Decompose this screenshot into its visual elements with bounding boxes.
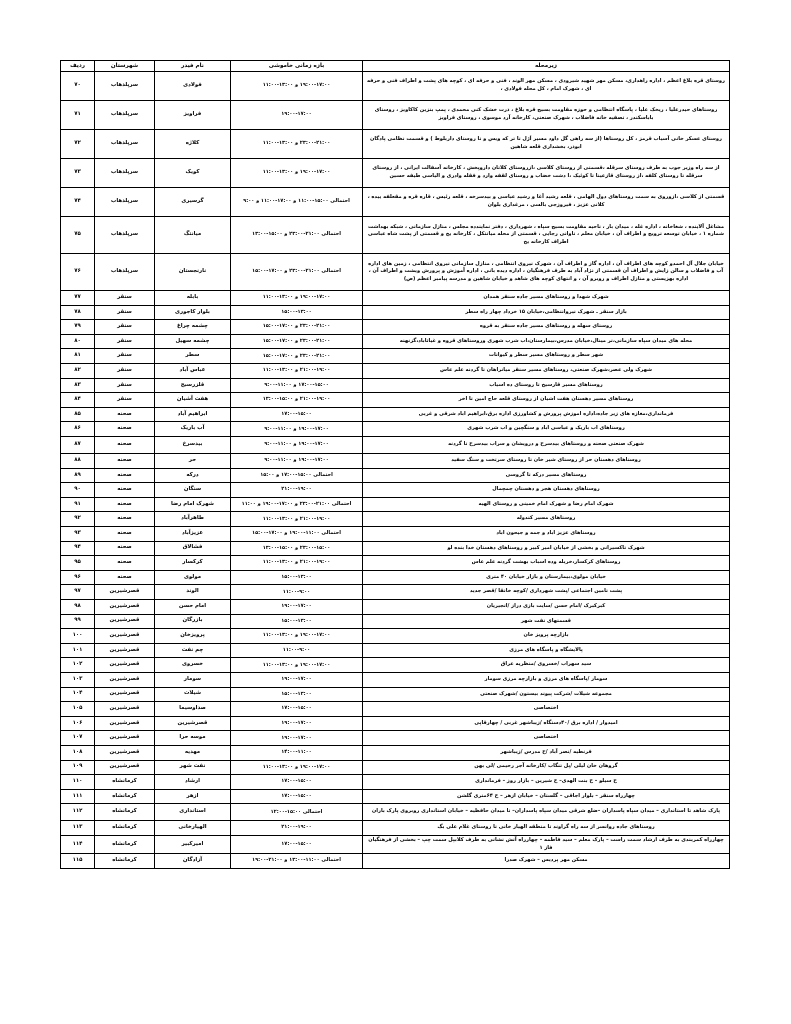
table-row — [61, 789, 730, 804]
cell-zirmahalle: مجموعه شیلات /شرکت پیوند بیستون /شهرک صنعتی — [363, 687, 730, 702]
cell-shahrestan: صحنه — [95, 512, 155, 527]
table-row — [61, 854, 730, 869]
cell-shahrestan: صحنه — [95, 454, 155, 469]
cell-feeder: خسروی — [155, 658, 231, 673]
cell-zirmahalle: خ سیلو – خ بنت الهدی– خ شیرین – بازار روز – فرمانداری — [363, 775, 730, 790]
table-row — [61, 454, 730, 469]
table-row — [61, 585, 730, 600]
cell-radif: ۱۰۵ — [61, 702, 95, 717]
cell-zirmahalle: شهرک صنعتی صحنه و روستاهای بیدسرخ و درویشان و سراب بیدسرخ تا گردنه — [363, 437, 730, 454]
table-row — [61, 468, 730, 483]
cell-shahrestan: قصرشیرین — [95, 731, 155, 746]
cell-time: احتمالی ۱۵:۰۰-۱۷:۰۰ و ۱۵:۰۰ — [231, 468, 363, 483]
cell-radif: ۸۹ — [61, 468, 95, 483]
table-row — [61, 305, 730, 320]
cell-feeder: قصرشیرین — [155, 716, 231, 731]
cell-zirmahalle: گروهان خان لیلی /پل تنگاب /کارخانه آجر رحیمی /لی بهن — [363, 760, 730, 775]
cell-feeder: درکه — [155, 468, 231, 483]
cell-zirmahalle: روستاهای مسیر دهستان هفت اشیان از روستای قلعه حاج امین تا اخر — [363, 393, 730, 408]
table-row — [61, 291, 730, 306]
cell-radif: ۸۱ — [61, 349, 95, 364]
cell-feeder: سومار — [155, 672, 231, 687]
cell-zirmahalle: شهر سطر و روستاهای مسیر سطر و کیوانات — [363, 349, 730, 364]
table-row — [61, 437, 730, 454]
cell-shahrestan: قصرشیرین — [95, 599, 155, 614]
cell-feeder: استانداری — [155, 804, 231, 821]
cell-shahrestan: قصرشیرین — [95, 716, 155, 731]
cell-radif: ۷۴ — [61, 188, 95, 217]
cell-radif: ۹۶ — [61, 570, 95, 585]
cell-feeder: فراویز — [155, 101, 231, 130]
cell-time: ۱۹:۰۰-۱۷:۰۰ و ۱۳:۰۰-۱۱:۰۰ — [231, 760, 363, 775]
cell-feeder: بابله — [155, 291, 231, 306]
cell-zirmahalle: سید سهراب /خسروی /منظریه عراق — [363, 658, 730, 673]
cell-time: ۱۷:۰۰-۱۵:۰۰ — [231, 789, 363, 804]
cell-radif: ۷۵ — [61, 217, 95, 254]
table-row — [61, 527, 730, 542]
cell-shahrestan: کرمانشاه — [95, 835, 155, 853]
table-row — [61, 745, 730, 760]
cell-radif: ۱۱۵ — [61, 854, 95, 869]
cell-shahrestan: سنقر — [95, 291, 155, 306]
cell-feeder: شهرک امام رضا — [155, 497, 231, 512]
cell-radif: ۹۸ — [61, 599, 95, 614]
cell-shahrestan: قصرشیرین — [95, 672, 155, 687]
table-row — [61, 497, 730, 512]
cell-feeder: طاهرآباد — [155, 512, 231, 527]
cell-zirmahalle: روستاهای مسیر کندوله — [363, 512, 730, 527]
cell-time: ۱۷:۰۰-۱۵:۰۰ — [231, 835, 363, 853]
cell-radif: ۸۴ — [61, 393, 95, 408]
table-row — [61, 130, 730, 159]
cell-time: ۲۱:۰۰-۱۹:۰۰ و ۱۵:۰۰-۱۳:۰۰ — [231, 393, 363, 408]
cell-shahrestan: صحنه — [95, 437, 155, 454]
table-row — [61, 217, 730, 254]
cell-shahrestan: قصرشیرین — [95, 745, 155, 760]
cell-feeder: عباس آباد — [155, 364, 231, 379]
cell-shahrestan: سنقر — [95, 349, 155, 364]
cell-feeder: نارنجستان — [155, 254, 231, 291]
table-row — [61, 349, 730, 364]
cell-zirmahalle: شهرک ولی عصر،شهرک صنعتی، روستاهای مسیر سنقر میانراهان تا گردنه علم عاس — [363, 364, 730, 379]
cell-radif: ۷۸ — [61, 305, 95, 320]
cell-feeder: الهیارخانی — [155, 821, 231, 836]
table-row — [61, 731, 730, 746]
cell-feeder: مولوی — [155, 570, 231, 585]
cell-shahrestan: سنقر — [95, 378, 155, 393]
table-row — [61, 159, 730, 188]
cell-feeder: سنگان — [155, 483, 231, 498]
cell-shahrestan: سرپلذهاب — [95, 101, 155, 130]
cell-time: ۱۹:۰۰-۱۷:۰۰ و ۱۳:۰۰-۱۱:۰۰ — [231, 159, 363, 188]
table-row — [61, 556, 730, 571]
cell-zirmahalle: کبرکبرک /امام حسن /سایت بازی دراز /اتجیریان — [363, 599, 730, 614]
cell-shahrestan: قصرشیرین — [95, 629, 155, 644]
cell-shahrestan: قصرشیرین — [95, 614, 155, 629]
cell-zirmahalle: چهارراه سنقر – بلوار اجاقی – گلستان – خیابان ازهر – خ ۶۴متری گلشن — [363, 789, 730, 804]
cell-zirmahalle: قسمتی از کلاسی ،ازوروی به سمت روستاهای دول الهامی ، قلعه رشید آغا و رشید عباسی و بیدسرخه ، قلعه رئیس ، قاره قره و مقعلفه ییده ، کلانی عزیز ، فیروزجی بالسی ، مرغداری بلوان — [363, 188, 730, 217]
cell-zirmahalle: بازار سنقر ـ شهرک نیروانتظامی،خیابان ۱۵ خرداد چهار راه سطر — [363, 305, 730, 320]
column-header-radif: ردیف — [61, 61, 95, 72]
cell-shahrestan: سرپلذهاب — [95, 72, 155, 101]
cell-feeder: بازرگان — [155, 614, 231, 629]
cell-zirmahalle: خیابان جلال آل احمدو کوچه های اطراف آن ، اداره گاز و اطراف آن ، شهرک نیروی انتظامی ، منازل سازمانی نیروی انتظامی ، زمین های اداره آب و فاضلاب و سالن زایش و اطراف آن قسمتی از نژاد آباد به طرف فرهنگیان ، اداره دیده بانی ، اداره آموزش و پرورش ویشت و اطراف آن ، اداره بهزیستی و منازل اطراف و روبرو آن ، و انتهای کوچه های شاهد و خیابان شاهین و مدرسه پیامبر اعظم (ص) — [363, 254, 730, 291]
table-row — [61, 393, 730, 408]
table-row — [61, 687, 730, 702]
cell-shahrestan: کرمانشاه — [95, 804, 155, 821]
table-row — [61, 512, 730, 527]
cell-feeder: چم نفت — [155, 643, 231, 658]
cell-feeder: پرویزخان — [155, 629, 231, 644]
cell-zirmahalle: روستاهای عزیز اباد و جمه و جیحون اباد — [363, 527, 730, 542]
cell-shahrestan: سنقر — [95, 305, 155, 320]
cell-feeder: بلوار کاجوری — [155, 305, 231, 320]
cell-shahrestan: سرپلذهاب — [95, 130, 155, 159]
cell-zirmahalle: امیدوار / اداره برق /۴۰دستگاه /زیباشهر غربی / چهارقاپی — [363, 716, 730, 731]
cell-zirmahalle: قسمتهای نفت شهر — [363, 614, 730, 629]
cell-zirmahalle: روستای قره بلاغ اعظم ، اداره راهداری، مسکن مهر شهید شیرودی ، مسکن مهر الوند ، فنی و حرفه ای ، کوچه های پشت و اطراف فنی و حرفه ای ، شهرک امام ، کل محله فولادی ، — [363, 72, 730, 101]
cell-zirmahalle: روستای سهله و روستاهای مسیر جاده سنقر به قروه — [363, 320, 730, 335]
cell-shahrestan: قصرشیرین — [95, 702, 155, 717]
cell-radif: ۹۳ — [61, 527, 95, 542]
cell-radif: ۱۰۰ — [61, 629, 95, 644]
cell-radif: ۹۰ — [61, 483, 95, 498]
table-row — [61, 614, 730, 629]
column-header-zirmahalle: زیرمحله — [363, 61, 730, 72]
cell-shahrestan: سنقر — [95, 334, 155, 349]
cell-feeder: چشمه چراغ — [155, 320, 231, 335]
cell-time: ۱۹:۰۰-۱۷:۰۰ و ۱۱:۰۰-۹:۰۰ — [231, 422, 363, 437]
cell-zirmahalle: روستاهای دهستان هجر و دهستان چمچمال — [363, 483, 730, 498]
cell-shahrestan: قصرشیرین — [95, 658, 155, 673]
cell-radif: ۸۶ — [61, 422, 95, 437]
cell-shahrestan: سنقر — [95, 364, 155, 379]
cell-feeder: الوند — [155, 585, 231, 600]
cell-radif: ۸۷ — [61, 437, 95, 454]
cell-feeder: کویک — [155, 159, 231, 188]
cell-shahrestan: سنقر — [95, 393, 155, 408]
cell-radif: ۸۵ — [61, 407, 95, 422]
cell-shahrestan: قصرشیرین — [95, 687, 155, 702]
header-row — [61, 61, 730, 72]
cell-feeder: نفت شهر — [155, 760, 231, 775]
table-row — [61, 672, 730, 687]
cell-feeder: فشالاق — [155, 541, 231, 556]
cell-zirmahalle: روستاهای حیدرعلیا ، ریخک علیا ، پاسگاه انتظامی و حوزه مقاومت بسیج قره بلاغ ، ذرت خشک کنی محمدی ، پمپ بنزین کاکاویز ، روستای باباسکندر ، تصفیه خانه فاضلاب ، شهرک صنعتی، کارخانه آرد موسوی ، روستای فراویز — [363, 101, 730, 130]
cell-feeder: سطر — [155, 349, 231, 364]
cell-feeder: کرکسار — [155, 556, 231, 571]
cell-radif: ۸۸ — [61, 454, 95, 469]
cell-time: ۲۳:۰۰-۲۱:۰۰ و ۱۷:۰۰-۱۵:۰۰ — [231, 349, 363, 364]
table-row — [61, 599, 730, 614]
cell-shahrestan: سرپلذهاب — [95, 217, 155, 254]
table-row — [61, 72, 730, 101]
cell-radif: ۱۱۳ — [61, 821, 95, 836]
cell-time: ۱۵:۰۰-۱۳:۰۰ — [231, 305, 363, 320]
cell-shahrestan: قصرشیرین — [95, 760, 155, 775]
cell-zirmahalle: فرنطیه /نصر آباد /خ مدرس /زیباشهر — [363, 745, 730, 760]
table-row — [61, 188, 730, 217]
cell-time: ۱۷:۰۰-۱۵:۰۰ — [231, 775, 363, 790]
cell-zirmahalle: روستاهای جاده روانسر از سه راه گراوند تا منطقه الهیار خانی تا روستای غلام علی بگ — [363, 821, 730, 836]
cell-feeder: حر — [155, 454, 231, 469]
cell-shahrestan: صحنه — [95, 541, 155, 556]
cell-feeder: امام حسن — [155, 599, 231, 614]
cell-time: ۱۷:۰۰-۱۵:۰۰ — [231, 702, 363, 717]
cell-zirmahalle: پشت تامین اجتماعی /پشت شهرداری /کوچه خانقا /قصر جدید — [363, 585, 730, 600]
cell-shahrestan: کرمانشاه — [95, 854, 155, 869]
cell-radif: ۱۰۳ — [61, 672, 95, 687]
cell-radif: ۷۹ — [61, 320, 95, 335]
cell-feeder: گرسیری — [155, 188, 231, 217]
table-row — [61, 643, 730, 658]
cell-zirmahalle: چهارراه کمربندی به طرف ارشاد سمت راست – پارک معلم – سید فاطمه – چهارراه آتش نشانی به طرف کلابپل سمت چپ – بخشی از فرهنگیان فاز ۱ — [363, 835, 730, 853]
cell-time: ۱۹:۰۰-۱۷:۰۰ — [231, 101, 363, 130]
cell-zirmahalle: پارک شاهد تا استانداری – میدان سپاه پاسداران –ضلع شرقی میدان سپاه پاسداران– تا میدان حافظیه – خیابان استانداری روبروی پارک باران — [363, 804, 730, 821]
cell-feeder: صداوسیما — [155, 702, 231, 717]
cell-time: احتمالی ۲۱:۰۰-۲۳:۰۰ و ۱۷:۰۰-۱۹:۰۰ و ۱۱:۰۰ — [231, 497, 363, 512]
cell-zirmahalle: اختصاصی — [363, 702, 730, 717]
table-header — [61, 61, 730, 72]
table-row — [61, 422, 730, 437]
outage-schedule-table — [60, 60, 730, 869]
cell-time: ۲۱:۰۰-۱۹:۰۰ و ۱۳:۰۰-۱۱:۰۰ — [231, 364, 363, 379]
cell-feeder: کلاژه — [155, 130, 231, 159]
table-row — [61, 760, 730, 775]
cell-radif: ۸۲ — [61, 364, 95, 379]
cell-shahrestan: سنقر — [95, 320, 155, 335]
cell-shahrestan: سرپلذهاب — [95, 188, 155, 217]
cell-zirmahalle: بازارچه پرویز خان — [363, 629, 730, 644]
table-row — [61, 364, 730, 379]
cell-radif: ۱۰۹ — [61, 760, 95, 775]
cell-time: ۱۴:۰۰-۱۱:۰۰ — [231, 745, 363, 760]
cell-time: ۲۳:۰۰-۲۱:۰۰ و ۱۷:۰۰-۱۵:۰۰ — [231, 334, 363, 349]
cell-zirmahalle: محله های میدان سپاه سازمانی،تر مینال،خیابان مدرس،بیمارستان،اب شرب شهری وروستاهای قروه و غیاثاباد،گزنهنه — [363, 334, 730, 349]
cell-radif: ۱۰۴ — [61, 687, 95, 702]
cell-shahrestan: کرمانشاه — [95, 789, 155, 804]
cell-feeder: امیرکبیر — [155, 835, 231, 853]
cell-time: ۱۵:۰۰-۱۳:۰۰ — [231, 687, 363, 702]
cell-radif: ۸۰ — [61, 334, 95, 349]
cell-feeder: مهدیه — [155, 745, 231, 760]
cell-time: ۱۹:۰۰-۱۷:۰۰ — [231, 731, 363, 746]
cell-time: ۱۱:۰۰-۹:۰۰ — [231, 585, 363, 600]
cell-feeder: بیدسرخ — [155, 437, 231, 454]
cell-radif: ۱۰۸ — [61, 745, 95, 760]
cell-time: ۱۱:۰۰-۹:۰۰ — [231, 643, 363, 658]
cell-time: ۲۳:۰۰-۱۵:۰۰ و ۱۵:۰۰-۱۳:۰۰ — [231, 541, 363, 556]
cell-zirmahalle: خیابان مولوی،بیمارستان و بازار خیابان ۴۰ متری — [363, 570, 730, 585]
cell-time: ۱۵:۰۰-۱۳:۰۰ — [231, 570, 363, 585]
cell-time: ۲۱:۰۰-۱۹:۰۰ و ۱۳:۰۰-۱۱:۰۰ — [231, 556, 363, 571]
cell-time: ۲۱:۰۰-۱۹:۰۰ — [231, 821, 363, 836]
cell-time: ۲۱:۰۰-۱۹:۰۰ — [231, 483, 363, 498]
cell-shahrestan: کرمانشاه — [95, 775, 155, 790]
cell-time: ۱۹:۰۰-۱۷:۰۰ و ۱۱:۰۰-۹:۰۰ — [231, 437, 363, 454]
cell-radif: ۹۷ — [61, 585, 95, 600]
cell-shahrestan: صحنه — [95, 497, 155, 512]
table-row — [61, 483, 730, 498]
table-row — [61, 320, 730, 335]
cell-shahrestan: صحنه — [95, 422, 155, 437]
cell-radif: ۱۱۱ — [61, 789, 95, 804]
cell-zirmahalle: مسکن مهر پردیس – شهرک صدرا — [363, 854, 730, 869]
cell-time: ۱۹:۰۰-۱۷:۰۰ و ۱۳:۰۰-۱۱:۰۰ — [231, 291, 363, 306]
cell-time: احتمالی ۱۱:۰۰-۱۳:۰۰ و ۲۱:۰۰-۱۹:۰۰ — [231, 854, 363, 869]
cell-feeder: ابراهیم آباد — [155, 407, 231, 422]
cell-time: ۱۹:۰۰-۱۷:۰۰ — [231, 672, 363, 687]
cell-radif: ۹۴ — [61, 541, 95, 556]
cell-radif: ۱۱۲ — [61, 804, 95, 821]
column-header-feeder: نام فیدر — [155, 61, 231, 72]
cell-radif: ۷۳ — [61, 159, 95, 188]
cell-time: ۱۷:۰۰-۱۵:۰۰ و ۱۱:۰۰-۹:۰۰ — [231, 378, 363, 393]
cell-radif: ۷۱ — [61, 101, 95, 130]
cell-time: احتمالی ۱۵:۰۰-۱۲:۰۰ — [231, 804, 363, 821]
cell-feeder: فولادی — [155, 72, 231, 101]
cell-shahrestan: صحنه — [95, 556, 155, 571]
cell-time: احتمالی ۲۱:۰۰-۲۳:۰۰ و ۱۷:۰۰-۱۵:۰۰ — [231, 254, 363, 291]
column-header-time: بازه زمانی خاموشی — [231, 61, 363, 72]
cell-zirmahalle: شهرک شهدا و روستاهای مسیر جاده سنقر همدان — [363, 291, 730, 306]
cell-time: احتمالی ۲۱:۰۰-۲۳:۰۰ و ۱۵:۰۰-۱۳:۰۰ — [231, 217, 363, 254]
cell-time: ۱۹:۰۰-۱۷:۰۰ و ۱۳:۰۰-۱۱:۰۰ — [231, 629, 363, 644]
cell-feeder: قلزرسبح — [155, 378, 231, 393]
cell-feeder: ازهر — [155, 789, 231, 804]
cell-radif: ۱۰۶ — [61, 716, 95, 731]
table-row — [61, 570, 730, 585]
cell-radif: ۱۱۴ — [61, 835, 95, 853]
cell-feeder: عزیزآباد — [155, 527, 231, 542]
table-row — [61, 378, 730, 393]
cell-zirmahalle: روستاهای دهستان حر از روستای شیر خان تا روستای سرتخت و سنگ سفید — [363, 454, 730, 469]
cell-radif: ۹۵ — [61, 556, 95, 571]
cell-feeder: چشمه سهیل — [155, 334, 231, 349]
cell-radif: ۱۰۱ — [61, 643, 95, 658]
table-row — [61, 775, 730, 790]
table-row — [61, 821, 730, 836]
column-header-shahrestan: شهرستان — [95, 61, 155, 72]
cell-feeder: میانتگ — [155, 217, 231, 254]
cell-zirmahalle: شهرک تاکسیرانی و بخشی از خیابان امیر کبیر و روستاهای دهستان خدا بنده لو — [363, 541, 730, 556]
cell-time: ۱۹:۰۰-۱۷:۰۰ و ۱۱:۰۰-۹:۰۰ — [231, 454, 363, 469]
cell-radif: ۷۰ — [61, 72, 95, 101]
cell-shahrestan: صحنه — [95, 468, 155, 483]
cell-shahrestan: کرمانشاه — [95, 821, 155, 836]
cell-time: ۲۱:۰۰-۱۹:۰۰ و ۱۳:۰۰-۱۱:۰۰ — [231, 512, 363, 527]
cell-time: ۱۵:۰۰-۱۳:۰۰ — [231, 614, 363, 629]
table-row — [61, 658, 730, 673]
cell-shahrestan: قصرشیرین — [95, 643, 155, 658]
cell-shahrestan: صحنه — [95, 483, 155, 498]
cell-feeder: شیلات — [155, 687, 231, 702]
cell-shahrestan: سرپلذهاب — [95, 159, 155, 188]
cell-zirmahalle: پالایشگاه و پاسگاه های مرزی — [363, 643, 730, 658]
cell-zirmahalle: سومار /پاسگاه های مرزی و بازارچه مرزی سومار — [363, 672, 730, 687]
cell-radif: ۹۱ — [61, 497, 95, 512]
table-body — [61, 72, 730, 869]
table-row — [61, 541, 730, 556]
cell-shahrestan: صحنه — [95, 570, 155, 585]
table-row — [61, 804, 730, 821]
cell-zirmahalle: روستاهای اب باریک و عباسی اباد و سنگچین و اب شرب شهری — [363, 422, 730, 437]
cell-radif: ۹۹ — [61, 614, 95, 629]
cell-feeder: موسه حرا — [155, 731, 231, 746]
cell-zirmahalle: روستاهای مسیر درکه تا گروسی — [363, 468, 730, 483]
table-row — [61, 629, 730, 644]
cell-radif: ۷۶ — [61, 254, 95, 291]
cell-feeder: آزادگان — [155, 854, 231, 869]
cell-radif: ۱۱۰ — [61, 775, 95, 790]
cell-zirmahalle: شهرک امام رضا و شهرک امام خمینی و روستای الهیه — [363, 497, 730, 512]
cell-time: ۱۷:۰۰-۱۵:۰۰ — [231, 407, 363, 422]
cell-shahrestan: صحنه — [95, 527, 155, 542]
cell-feeder: هفت آشیان — [155, 393, 231, 408]
cell-radif: ۸۳ — [61, 378, 95, 393]
cell-feeder: آب باریک — [155, 422, 231, 437]
table-row — [61, 702, 730, 717]
cell-zirmahalle: اختصاصی — [363, 731, 730, 746]
cell-time: ۱۹:۰۰-۱۷:۰۰ و ۱۳:۰۰-۱۱:۰۰ — [231, 658, 363, 673]
cell-feeder: ارشاد — [155, 775, 231, 790]
table-row — [61, 101, 730, 130]
cell-radif: ۹۲ — [61, 512, 95, 527]
cell-time: احتمالی ۱۵:۰۰-۱۱:۰۰ و ۱۷:۰۰-۱۱:۰۰ و ۹:۰۰ — [231, 188, 363, 217]
cell-time: ۲۳:۰۰-۲۱:۰۰ و ۱۷:۰۰-۱۵:۰۰ — [231, 320, 363, 335]
table-row — [61, 716, 730, 731]
cell-time: ۱۹:۰۰-۱۷:۰۰ و ۱۳:۰۰-۱۱:۰۰ — [231, 72, 363, 101]
cell-time: احتمالی ۱۱:۰۰-۱۹:۰۰ و ۱۷:۰۰-۱۵:۰۰ — [231, 527, 363, 542]
cell-zirmahalle: از سه راه وزیر جوب به طرف روستای سرقله ،قسمتی از روستای کلاسی ،ازروستای کلاتان داروپخش ، کارخانه آسفالت ایرانی ، از روستای سرقله تا روستای کلفه ،از روستای قازعینا تا کوئیک ،ا دشت خضاب و روستای لقفه وارد و فقله وادری و الیاسی طیفه حسین — [363, 159, 730, 188]
table-row — [61, 254, 730, 291]
cell-radif: ۱۰۷ — [61, 731, 95, 746]
cell-zirmahalle: روستاهای کرکسار،خربله وده اسباب بهشت گردنه علم عاس — [363, 556, 730, 571]
table-row — [61, 835, 730, 853]
cell-time: ۱۹:۰۰-۱۷:۰۰ — [231, 599, 363, 614]
table-row — [61, 334, 730, 349]
cell-zirmahalle: روستاهای مسیر قارسیخ تا روستای ده اسیاب — [363, 378, 730, 393]
cell-shahrestan: سرپلذهاب — [95, 254, 155, 291]
cell-zirmahalle: فرمانداری،مغازه های زیر جاده،اداره اموزش پرورش و کشاورزی اداره برق،ابراهیم اباد شرقی و غربی — [363, 407, 730, 422]
cell-time: ۱۹:۰۰-۱۷:۰۰ — [231, 716, 363, 731]
table-row — [61, 407, 730, 422]
cell-shahrestan: صحنه — [95, 407, 155, 422]
cell-radif: ۱۰۲ — [61, 658, 95, 673]
cell-zirmahalle: مشاغل آلاینده ، شغاخانه ، اداره غله ، میدان بار ، ناحیه مقاومت بسیج سپاه ، شهرداری ، دفتر نمایندده مجلس ، منازل سازمانی ، شبکه بهداشت شماره ۱ ، خیابان توسعه ترویج و اطراف آن ، خیابان معلم ، تاوانی رجایی ، قسمتی از محله میانتکل ، کارخانه یخ و قسمتی از پشت شاه عباسی اطراف کارخانه یخ — [363, 217, 730, 254]
cell-time: ۲۳:۰۰-۲۱:۰۰ و ۱۳:۰۰-۱۱:۰۰ — [231, 130, 363, 159]
cell-shahrestan: قصرشیرین — [95, 585, 155, 600]
cell-radif: ۷۲ — [61, 130, 95, 159]
cell-zirmahalle: روستای عسکر خانی آسیاب قرمز ، کل روستاها (از سه راهی گل داود مسیر اَزَل تا تر که ویس و تا روستای داربلوط ) و قسمت نظامی پادگان ابوذر، بخشداری قلعه شاهین — [363, 130, 730, 159]
cell-radif: ۷۷ — [61, 291, 95, 306]
